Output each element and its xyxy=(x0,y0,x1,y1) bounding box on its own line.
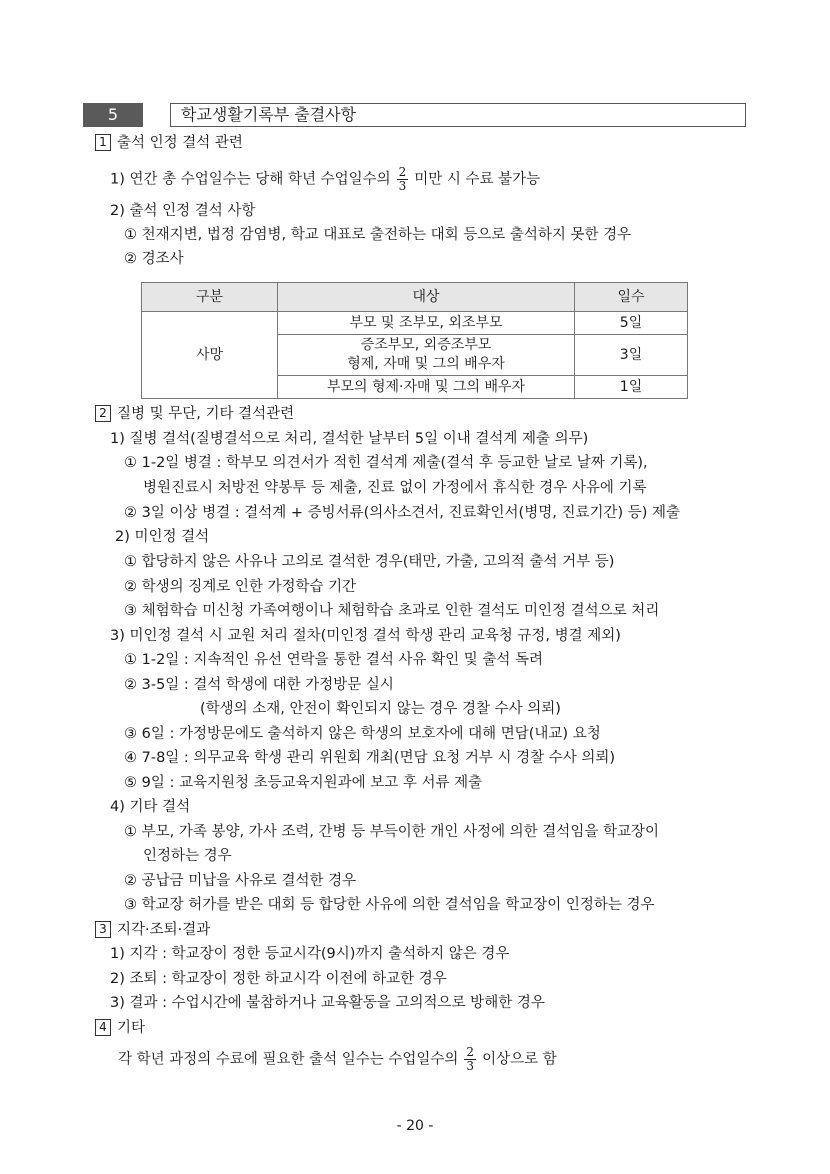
h1-item1 xyxy=(110,166,540,193)
table-row xyxy=(142,312,688,335)
heading-2-number: 2 xyxy=(95,405,111,422)
list-item: 4) 기타 결석 xyxy=(110,799,191,815)
h1-item2: 2) 출석 인정 결석 사항 xyxy=(110,203,256,219)
heading-4 xyxy=(95,1018,145,1038)
table-cell: 5일 xyxy=(575,312,688,335)
table-cell-line: 형제, 자매 및 그의 배우자 xyxy=(347,356,505,372)
list-item: ② 공납금 미납을 사유로 결석한 경우 xyxy=(124,873,357,889)
list-item: ① 합당하지 않은 사유나 고의로 결석한 경우(태만, 가출, 고의적 출석 거부 등) xyxy=(124,554,615,570)
heading-3-number: 3 xyxy=(95,921,111,938)
heading-1 xyxy=(95,133,243,153)
heading-3 xyxy=(95,920,210,940)
list-item: ③ 체험학습 미신청 가족여행이나 체험학습 초과로 인한 결석도 미인정 결석으로 처리 xyxy=(124,603,660,619)
heading-1-text: 출석 인정 결석 관련 xyxy=(117,135,243,151)
table-cell xyxy=(278,335,575,376)
list-item: ⑤ 9일 : 교육지원청 초등교육지원과에 보고 후 서류 제출 xyxy=(124,775,483,791)
list-item: 2) 미인정 결석 xyxy=(115,529,210,545)
heading-3-text: 지각·조퇴·결과 xyxy=(117,922,211,938)
table-cell: 부모의 형제·자매 및 그의 배우자 xyxy=(278,376,575,399)
table-cell: 3일 xyxy=(575,335,688,376)
condolence-table xyxy=(141,282,688,399)
list-item: 인정하는 경우 xyxy=(143,848,232,864)
heading-1-number: 1 xyxy=(95,134,111,151)
fraction-two-thirds xyxy=(397,166,409,193)
list-item: ② 학생의 징계로 인한 가정학습 기간 xyxy=(124,579,357,595)
table-header: 대상 xyxy=(278,283,575,312)
heading-4-text: 기타 xyxy=(117,1020,146,1036)
list-item: ③ 학교장 허가를 받은 대회 등 합당한 사유에 의한 결석임을 학교장이 인정하는 경우 xyxy=(124,897,655,913)
list-item: 2) 조퇴 : 학교장이 정한 하교시각 이전에 하교한 경우 xyxy=(110,971,447,987)
list-item: 병원진료시 처방전 약봉투 등 제출, 진료 없이 가정에서 휴식한 경우 사유에 기록 xyxy=(143,480,647,496)
section-title: 학교생활기록부 출결사항 xyxy=(170,103,746,127)
list-item: ① 1-2일 병결 : 학부모 의견서가 적힌 결석계 제출(결석 후 등교한 날로 날짜 기록), xyxy=(124,455,648,471)
table-cell: 부모 및 조부모, 외조부모 xyxy=(278,312,575,335)
list-item: 3) 결과 : 수업시간에 불참하거나 교육활동을 고의적으로 방해한 경우 xyxy=(110,995,545,1011)
h1-item2-b: ② 경조사 xyxy=(124,251,184,267)
list-item: 3) 미인정 결석 시 교원 처리 절차(미인정 결석 학생 관리 교육청 규정, 병결 제외) xyxy=(110,628,621,644)
h4-line-pre: 각 학년 과정의 수료에 필요한 출석 일수는 수업일수의 xyxy=(118,1051,459,1068)
h1-item2-a: ① 천재지변, 법정 감염병, 학교 대표로 출전하는 대회 등으로 출석하지 못한 경우 xyxy=(124,227,632,243)
table-cell: 1일 xyxy=(575,376,688,399)
list-item: ① 1-2일 : 지속적인 유선 연락을 통한 결석 사유 확인 및 출석 독려 xyxy=(124,652,544,668)
h1-item1-post: 미만 시 수료 불가능 xyxy=(414,171,541,188)
list-item: (학생의 소재, 안전이 확인되지 않는 경우 경찰 수사 의뢰) xyxy=(200,701,561,717)
heading-4-number: 4 xyxy=(95,1019,111,1036)
list-item: ④ 7-8일 : 의무교육 학생 관리 위원회 개최(면담 요청 거부 시 경찰 수사 의뢰) xyxy=(124,750,615,766)
page-number: - 20 - xyxy=(396,1118,434,1134)
table-header: 구분 xyxy=(142,283,278,312)
h4-line xyxy=(118,1046,557,1073)
table-cell-line: 증조부모, 외증조부모 xyxy=(360,337,492,353)
h4-line-post: 이상으로 함 xyxy=(482,1051,557,1068)
table-header-row xyxy=(142,283,688,312)
list-item: ① 부모, 가족 봉양, 가사 조력, 간병 등 부득이한 개인 사정에 의한 결석임을 학교장이 xyxy=(124,824,659,840)
fraction-numerator: 2 xyxy=(398,165,407,179)
fraction-two-thirds xyxy=(464,1046,476,1073)
heading-2 xyxy=(95,404,294,424)
list-item: ② 3일 이상 병결 : 결석계 + 증빙서류(의사소견서, 진료확인서(병명, 진료기간) 등) 제출 xyxy=(124,505,681,521)
list-item: ③ 6일 : 가정방문에도 출석하지 않은 학생의 보호자에 대해 면담(내교) 요청 xyxy=(124,726,601,742)
list-item: 1) 질병 결석(질병결석으로 처리, 결석한 날부터 5일 이내 결석계 제출 의무) xyxy=(110,431,589,447)
table-group-cell: 사망 xyxy=(142,312,278,399)
h1-item1-pre: 1) 연간 총 수업일수는 당해 학년 수업일수의 xyxy=(110,171,391,188)
list-item: 1) 지각 : 학교장이 정한 등교시각(9시)까지 출석하지 않은 경우 xyxy=(110,946,510,962)
fraction-denominator: 3 xyxy=(398,179,407,193)
heading-2-text: 질병 및 무단, 기타 결석관련 xyxy=(117,406,295,422)
list-item: ② 3-5일 : 결석 학생에 대한 가정방문 실시 xyxy=(124,677,394,693)
fraction-denominator: 3 xyxy=(466,1059,475,1073)
table-header: 일수 xyxy=(575,283,688,312)
fraction-numerator: 2 xyxy=(466,1045,475,1059)
section-number: 5 xyxy=(83,103,143,127)
